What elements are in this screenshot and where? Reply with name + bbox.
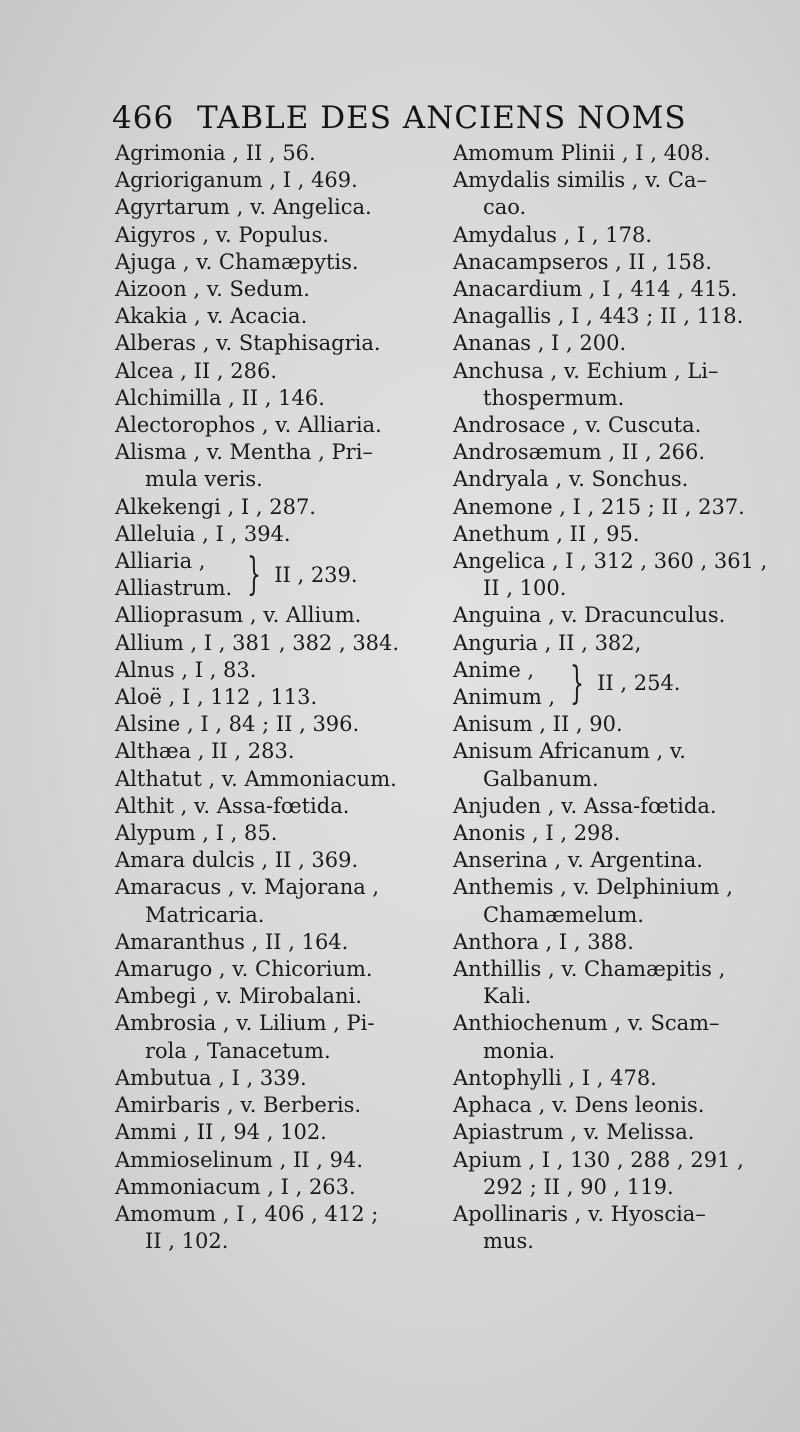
- entry-line: Anguria , II , 382,: [453, 630, 642, 655]
- entry-continuation: mula veris.: [145, 467, 263, 492]
- index-entry: [115, 439, 435, 493]
- entry-line: Antophylli , I , 478.: [453, 1065, 657, 1090]
- entry-line: Allium , I , 381 , 382 , 384.: [115, 630, 400, 655]
- entry-line: Anguina , v. Dracunculus.: [453, 603, 726, 628]
- index-entry: [453, 276, 788, 303]
- index-entry: [115, 1147, 435, 1174]
- entry-line: Anthillis , v. Chamæpitis ,: [453, 957, 726, 982]
- index-entry: [115, 1174, 435, 1201]
- entry-line: Anthiochenum , v. Scam–: [453, 1011, 720, 1036]
- entry-line: Alsine , I , 84 ; II , 396.: [115, 712, 360, 737]
- index-column-right: [453, 140, 788, 1255]
- index-entry: [115, 630, 435, 657]
- entry-continuation: thospermum.: [483, 385, 625, 410]
- entry-name: Alliastrum.: [115, 576, 233, 601]
- index-entry: [453, 1147, 788, 1201]
- entry-reference: II , 239.: [274, 562, 358, 587]
- entry-continuation: Matricaria.: [145, 902, 265, 927]
- entry-name: Alliaria ,: [115, 549, 206, 574]
- index-entry: [453, 1092, 788, 1119]
- index-entry: [453, 330, 788, 357]
- index-entry: [453, 929, 788, 956]
- entry-line: Ajuga , v. Chamæpytis.: [115, 249, 359, 274]
- entry-line: Apiastrum , v. Melissa.: [453, 1120, 695, 1145]
- index-entry: [115, 738, 435, 765]
- entry-line: Apollinaris , v. Hyoscia–: [453, 1201, 706, 1226]
- index-entry: [115, 956, 435, 983]
- entry-line: Anthora , I , 388.: [453, 929, 634, 954]
- entry-line: Alectorophos , v. Alliaria.: [115, 413, 382, 438]
- index-entry: [453, 793, 788, 820]
- index-entry: [453, 1119, 788, 1146]
- index-entry: [453, 847, 788, 874]
- index-entry: [115, 167, 435, 194]
- entry-line: Ammoniacum , I , 263.: [115, 1174, 356, 1199]
- index-entry: [453, 1010, 788, 1064]
- entry-continuation: Galbanum.: [483, 766, 599, 791]
- entry-line: Andryala , v. Sonchus.: [453, 467, 689, 492]
- entry-line: Anonis , I , 298.: [453, 821, 621, 846]
- entry-line: Androsæmum , II , 266.: [453, 440, 706, 465]
- page-header: [112, 100, 772, 136]
- entry-line: Alkekengi , I , 287.: [115, 494, 316, 519]
- entry-line: Anthemis , v. Delphinium ,: [453, 875, 733, 900]
- entry-line: Akakia , v. Acacia.: [115, 304, 308, 329]
- entry-line: Aloë , I , 112 , 113.: [115, 685, 318, 710]
- index-entry: [453, 602, 788, 629]
- entry-line: Agyrtarum , v. Angelica.: [115, 195, 372, 220]
- entry-line: Ambrosia , v. Lilium , Pi-: [115, 1011, 375, 1036]
- entry-line: Aizoon , v. Sedum.: [115, 277, 310, 302]
- entry-line: Alberas , v. Staphisagria.: [115, 331, 381, 356]
- index-entry: [115, 983, 435, 1010]
- index-entry: [453, 222, 788, 249]
- entry-line: Anethum , II , 95.: [453, 521, 640, 546]
- entry-continuation: monia.: [483, 1038, 555, 1063]
- index-entry: [115, 1201, 435, 1255]
- entry-line: Anchusa , v. Echium , Li–: [453, 358, 719, 383]
- entry-line: Amirbaris , v. Berberis.: [115, 1093, 362, 1118]
- entry-name: Anime ,: [453, 657, 535, 682]
- entry-continuation: rola , Tanacetum.: [145, 1038, 331, 1063]
- index-entry: [115, 1065, 435, 1092]
- index-entry: [115, 194, 435, 221]
- entry-line: Anacardium , I , 414 , 415.: [453, 277, 738, 302]
- index-entry: [115, 303, 435, 330]
- entry-line: Anserina , v. Argentina.: [453, 848, 703, 873]
- entry-line: Agrioriganum , I , 469.: [115, 168, 358, 193]
- index-entry: [453, 439, 788, 466]
- entry-line: Anagallis , I , 443 ; II , 118.: [453, 304, 744, 329]
- entry-line: Amydalus , I , 178.: [453, 222, 653, 247]
- entry-line: Althit , v. Assa-fœtida.: [115, 793, 350, 818]
- index-entry: [115, 766, 435, 793]
- entry-continuation: II , 102.: [145, 1229, 229, 1254]
- entry-line: Allioprasum , v. Allium.: [115, 603, 362, 628]
- index-entry: [115, 793, 435, 820]
- entry-group-names: [115, 548, 232, 602]
- entry-line: Althæa , II , 283.: [115, 739, 295, 764]
- index-entry: [115, 874, 435, 928]
- index-entry: [453, 874, 788, 928]
- index-entry: [453, 358, 788, 412]
- index-entry: [453, 630, 788, 657]
- index-entry: [115, 330, 435, 357]
- entry-line: Androsace , v. Cuscuta.: [453, 413, 702, 438]
- index-entry: [115, 657, 435, 684]
- entry-line: Alnus , I , 83.: [115, 657, 257, 682]
- entry-line: Ambutua , I , 339.: [115, 1065, 307, 1090]
- entry-line: Aphaca , v. Dens leonis.: [453, 1093, 705, 1118]
- entry-line: Amydalis similis , v. Ca–: [453, 168, 707, 193]
- index-entry: [115, 1092, 435, 1119]
- index-entry: [453, 303, 788, 330]
- index-entry: [453, 140, 788, 167]
- index-entry: [115, 602, 435, 629]
- index-entry-group: [453, 657, 788, 711]
- entry-line: Ambegi , v. Mirobalani.: [115, 984, 362, 1009]
- entry-line: Aigyros , v. Populus.: [115, 222, 329, 247]
- index-entry: [453, 1201, 788, 1255]
- index-entry: [453, 956, 788, 1010]
- entry-line: Anemone , I , 215 ; II , 237.: [453, 494, 745, 519]
- entry-line: Alchimilla , II , 146.: [115, 385, 325, 410]
- entry-line: Anacampseros , II , 158.: [453, 249, 712, 274]
- index-entry: [453, 548, 788, 602]
- entry-line: Althatut , v. Ammoniacum.: [115, 766, 397, 791]
- index-entry: [115, 847, 435, 874]
- entry-line: Ammioselinum , II , 94.: [115, 1147, 363, 1172]
- entry-continuation: II , 100.: [483, 576, 567, 601]
- index-entry: [453, 249, 788, 276]
- index-entry: [453, 711, 788, 738]
- entry-line: Amomum , I , 406 , 412 ;: [115, 1201, 379, 1226]
- index-entry: [453, 521, 788, 548]
- brace-symbol: }: [570, 658, 585, 710]
- index-entry: [115, 494, 435, 521]
- entry-line: Ammi , II , 94 , 102.: [115, 1120, 327, 1145]
- entry-line: Alypum , I , 85.: [115, 821, 278, 846]
- index-entry: [115, 929, 435, 956]
- entry-line: Alleluia , I , 394.: [115, 521, 291, 546]
- entry-continuation: mus.: [483, 1229, 534, 1254]
- index-entry: [453, 167, 788, 221]
- entry-name: Animum ,: [453, 685, 556, 710]
- index-entry: [453, 412, 788, 439]
- index-column-left: [115, 140, 435, 1255]
- page-number: 466: [112, 100, 175, 136]
- entry-line: Anisum Africanum , v.: [453, 739, 686, 764]
- entry-line: Amaracus , v. Majorana ,: [115, 875, 380, 900]
- entry-continuation: Chamæmelum.: [483, 902, 644, 927]
- index-entry-group: [115, 548, 435, 602]
- entry-line: Angelica , I , 312 , 360 , 361 ,: [453, 549, 768, 574]
- index-entry: [453, 820, 788, 847]
- entry-continuation: cao.: [483, 195, 527, 220]
- entry-line: Apium , I , 130 , 288 , 291 ,: [453, 1147, 744, 1172]
- index-entry: [453, 738, 788, 792]
- index-entry: [115, 140, 435, 167]
- index-entry: [115, 1010, 435, 1064]
- index-entry: [115, 412, 435, 439]
- entry-line: Alisma , v. Mentha , Pri–: [115, 440, 373, 465]
- entry-continuation: Kali.: [483, 984, 532, 1009]
- page-title: TABLE DES ANCIENS NOMS: [197, 100, 687, 136]
- index-entry: [453, 494, 788, 521]
- index-entry: [115, 385, 435, 412]
- index-entry: [115, 820, 435, 847]
- index-entry: [115, 684, 435, 711]
- entry-group-names: [453, 657, 555, 711]
- entry-continuation: 292 ; II , 90 , 119.: [483, 1174, 674, 1199]
- entry-line: Alcea , II , 286.: [115, 358, 277, 383]
- entry-line: Amaranthus , II , 164.: [115, 929, 349, 954]
- index-entry: [115, 711, 435, 738]
- entry-line: Agrimonia , II , 56.: [115, 141, 316, 165]
- index-entry: [115, 1119, 435, 1146]
- entry-line: Anjuden , v. Assa-fœtida.: [453, 793, 717, 818]
- entry-line: Ananas , I , 200.: [453, 331, 627, 356]
- index-entry: [453, 466, 788, 493]
- index-entry: [115, 521, 435, 548]
- entry-line: Anisum , II , 90.: [453, 712, 623, 737]
- entry-reference: II , 254.: [597, 671, 681, 696]
- index-entry: [115, 249, 435, 276]
- entry-line: Amara dulcis , II , 369.: [115, 848, 359, 873]
- entry-line: Amarugo , v. Chicorium.: [115, 957, 373, 982]
- index-entry: [115, 358, 435, 385]
- index-entry: [115, 222, 435, 249]
- brace-symbol: }: [247, 549, 262, 601]
- index-entry: [453, 1065, 788, 1092]
- index-entry: [115, 276, 435, 303]
- entry-line: Amomum Plinii , I , 408.: [453, 141, 711, 165]
